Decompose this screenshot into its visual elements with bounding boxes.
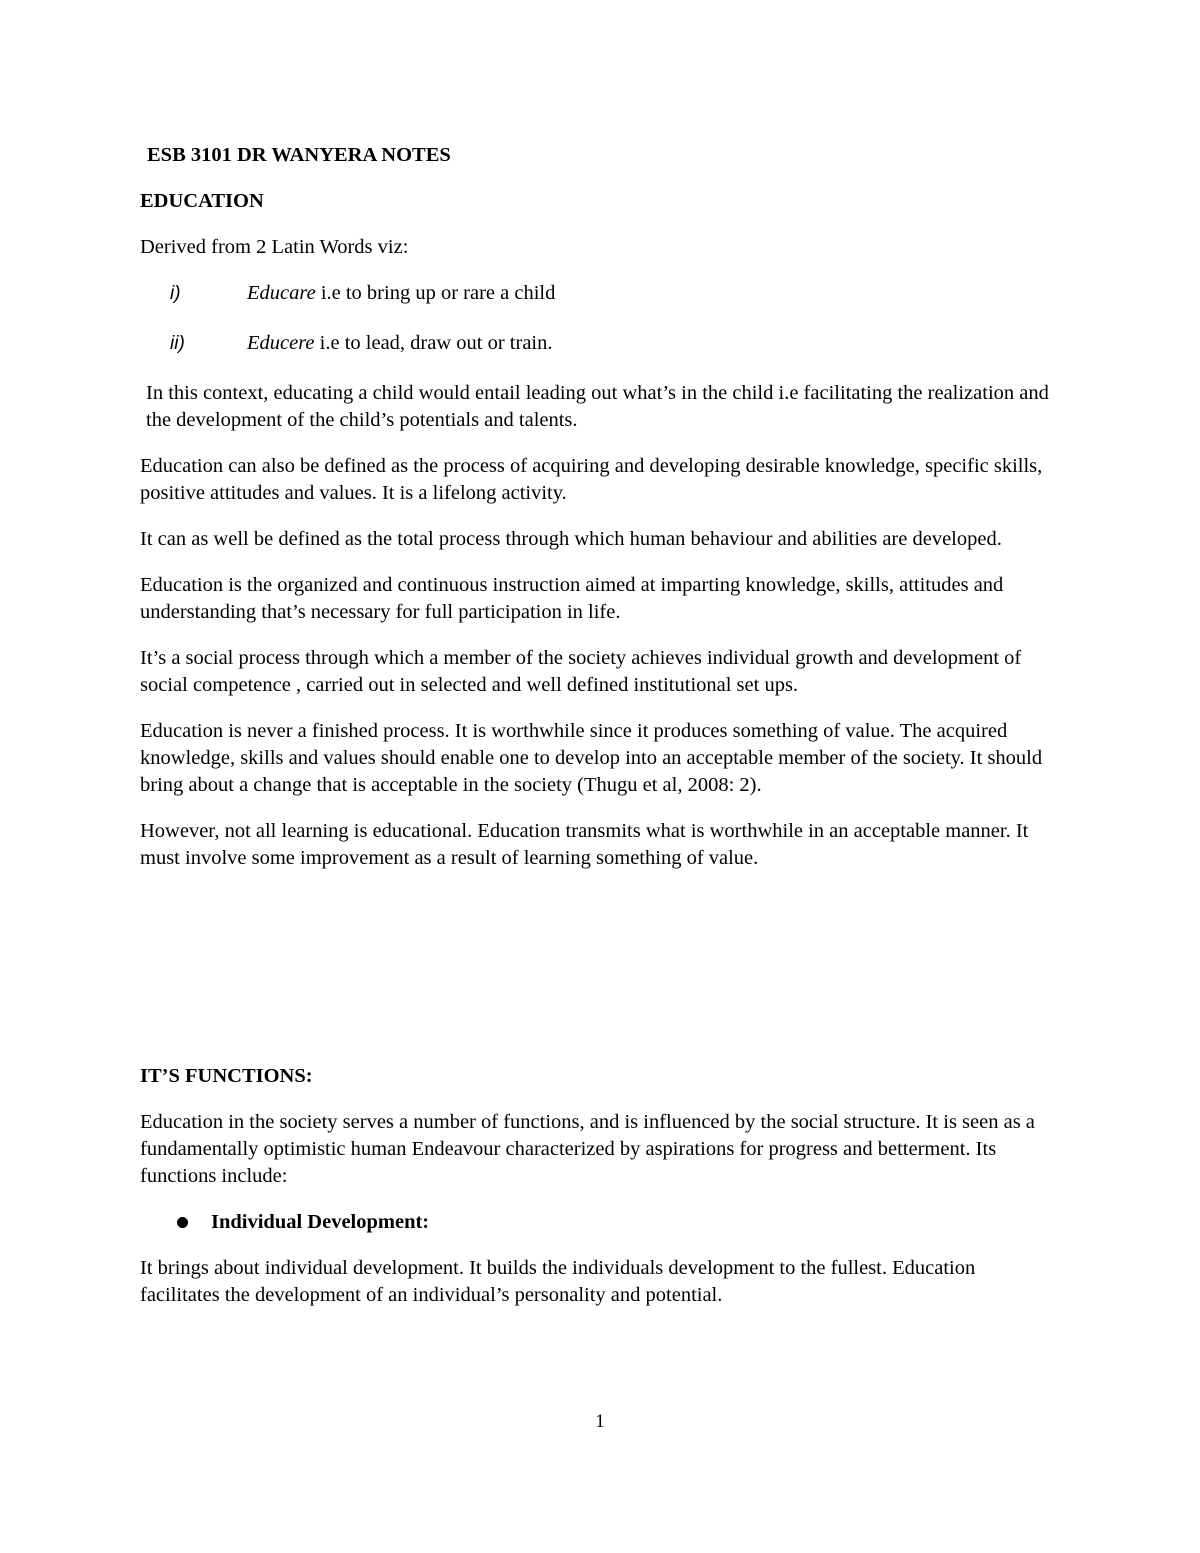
body-paragraph: It’s a social process through which a member of the society achieves individual growth and development of social competence , carried out in selected and well defined institutional set ups.: [140, 647, 1022, 696]
bullet-body-paragraph: It brings about individual development. It builds the individuals development to the fullest. Education facilitates the development of an individual’s personality and potential.: [140, 1257, 976, 1306]
document-body: [140, 142, 1060, 1328]
body-paragraph: Education is the organized and continuous instruction aimed at imparting knowledge, skills, attitudes and understanding that’s necessary for full participation in life.: [140, 574, 1004, 623]
latin-word-item: [140, 280, 1060, 307]
list-marker: i): [170, 283, 181, 304]
bullet-heading: Individual Development:: [211, 1211, 430, 1233]
latin-definition: i.e to bring up or rare a child: [315, 282, 556, 304]
body-paragraph: Education is never a finished process. It is worthwhile since it produces something of value. The acquired knowledge, skills and values should enable one to develop into an acceptable member of the society. It should bring about a change that is acceptable in the society (Thugu et al, 2008: 2).: [140, 720, 1043, 796]
bullet-item: [140, 1209, 1060, 1236]
section-heading-functions: IT’S FUNCTIONS:: [140, 1065, 313, 1087]
body-paragraph: However, not all learning is educational. Education transmits what is worthwhile in an acceptable manner. It must involve some improvement as a result of learning something of value.: [140, 820, 1029, 869]
document-title: ESB 3101 DR WANYERA NOTES: [147, 144, 451, 166]
latin-term: Educere: [247, 332, 315, 354]
page-number: 1: [595, 1411, 605, 1432]
blank-space: [140, 891, 1060, 1063]
bullet-icon: [177, 1217, 188, 1228]
list-marker: ii): [170, 333, 185, 354]
list-item-text: [247, 280, 555, 307]
body-paragraph: In this context, educating a child would entail leading out what’s in the child i.e facilitating the realization and the development of the child’s potentials and talents.: [146, 382, 1049, 431]
intro-paragraph: Derived from 2 Latin Words viz:: [140, 236, 409, 258]
list-item-text: [247, 330, 553, 357]
section-heading-education: EDUCATION: [140, 190, 264, 212]
body-paragraph: Education can also be defined as the process of acquiring and developing desirable knowledge, specific skills, positive attitudes and values. It is a lifelong activity.: [140, 455, 1043, 504]
latin-word-item: [140, 330, 1060, 357]
latin-definition: i.e to lead, draw out or train.: [314, 332, 553, 354]
functions-intro-paragraph: Education in the society serves a number of functions, and is influenced by the social structure. It is seen as a fundamentally optimistic human Endeavour characterized by aspirations for progress and betterment. Its functions include:: [140, 1111, 1035, 1187]
latin-term: Educare: [247, 282, 316, 304]
body-paragraph: It can as well be defined as the total process through which human behaviour and abilities are developed.: [140, 528, 1002, 550]
